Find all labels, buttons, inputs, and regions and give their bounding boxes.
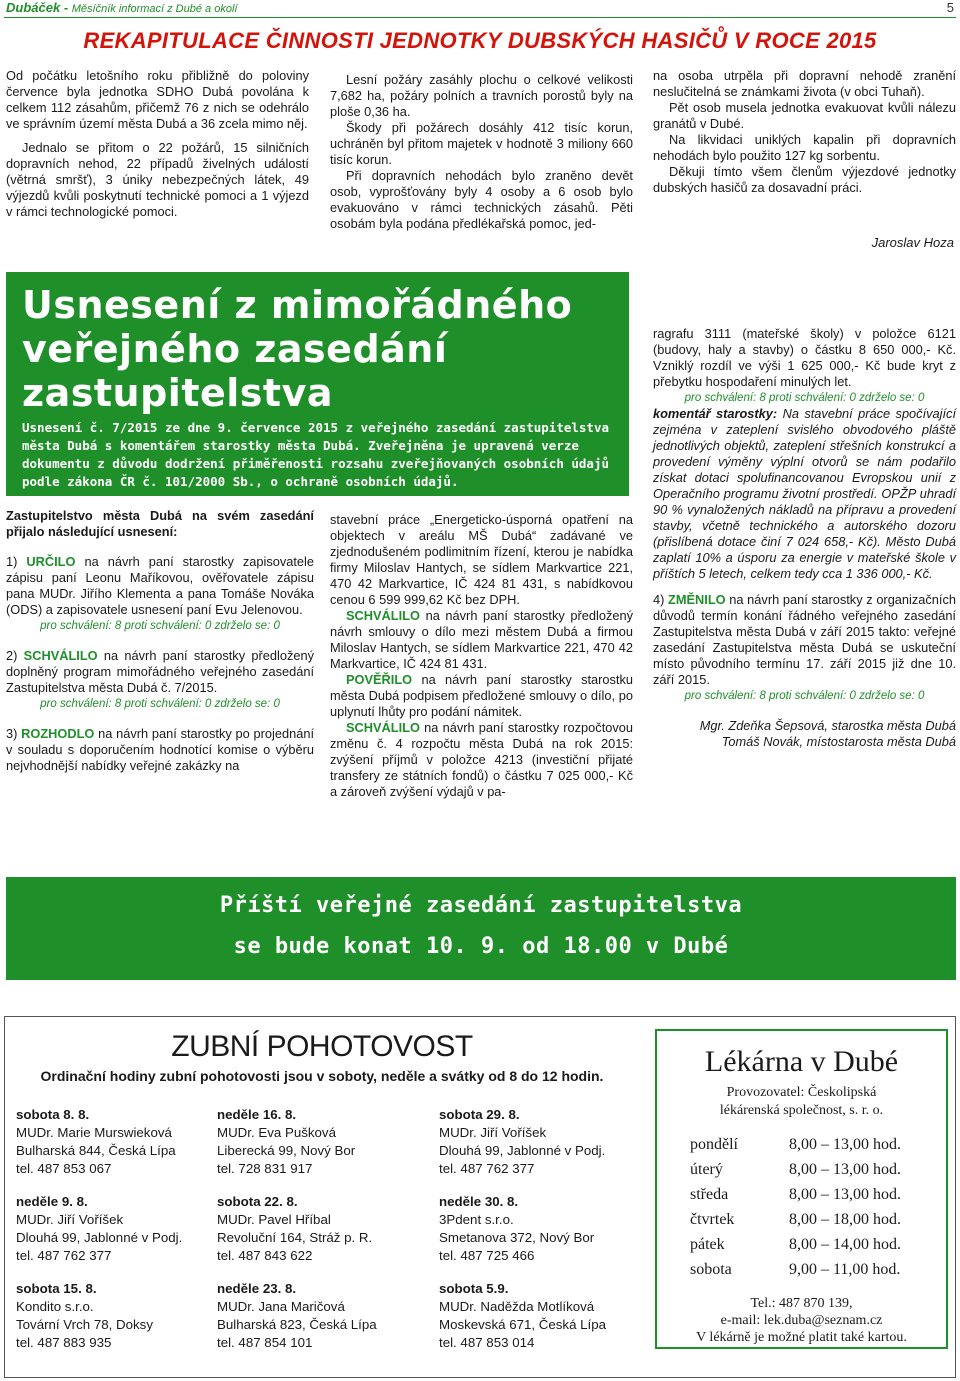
dental-entry xyxy=(16,1106,176,1178)
pharmacy-phone: Tel.: 487 870 139, xyxy=(750,1296,853,1311)
vote-result: pro schválení: 8 proti schválení: 0 zdrželo se: 0 xyxy=(684,690,925,702)
dental-title: ZUBNÍ POHOTOVOST xyxy=(171,1030,473,1063)
hours-time: 8,00 – 13,00 hod. xyxy=(789,1161,901,1178)
pharmacy-operator: Provozovatel: Českolipská xyxy=(726,1085,877,1100)
resolution-title-line: zastupitelstva xyxy=(22,371,333,415)
paragraph: SCHVÁLILO na návrh paní starostky předložený návrh smlouvy o dílo mezi městem Dubá a firmou Miloslav Hantych, se sídlem Markvartice 221, 470 42 Markvartice, IČ 424 81 431. xyxy=(330,608,633,671)
page-number: 5 xyxy=(946,0,954,15)
dental-subtitle: Ordinační hodiny zubní pohotovosti jsou v soboty, neděle a svátky od 8 do 12 hodin. xyxy=(40,1068,604,1084)
entry-address: Bulharská 844, Česká Lípa xyxy=(16,1143,176,1158)
hours-day: středa xyxy=(690,1186,729,1203)
entry-phone: tel. 487 843 622 xyxy=(217,1248,313,1263)
paragraph: SCHVÁLILO na návrh paní starostky rozpočtovou změnu č. 4 rozpočtu města Dubá na rok 2015: zvýšení příjmů v položce 4213 (investiční přijaté transfery ze státních fondů) o částku 7 025 000,- Kč a zároveň zvýšení výdajů v pa- xyxy=(330,720,633,799)
mayor-comment: komentář starostky: Na stavební práce spočívající zejména v zateplení svislého obvodového pláště jednotlivých objektů, zateplení střešních konstrukcí a provedení výměny výplní otvorů se nám podařilo získat dotaci spolufinancovanou Evropskou unií z Operačního programu životní prostředí. OPŽP uhradí 90 % vynaložených nákladů na přípravu a provedení stavby, včetně technického a autorského dozoru (přislíbená dotace činí 7 024 658,- Kč). Město Dubá zaplatí 10% a úsporu za energie v mateřské škole v příštích 5 letech, celkem tedy cca 1 336 000,- Kč. xyxy=(653,406,956,581)
hours-time: 8,00 – 14,00 hod. xyxy=(789,1236,901,1253)
paragraph: POVĚŘILO na návrh paní starostky starostku města Dubá podpisem předložené smlouvy o dílo, po uplynutí lhůty pro podání námitek. xyxy=(330,672,633,719)
entry-day: neděle 16. 8. xyxy=(217,1107,297,1122)
entry-doctor: MUDr. Jiří Voříšek xyxy=(16,1212,124,1227)
dental-entry xyxy=(217,1106,355,1178)
header-divider xyxy=(4,17,956,18)
publication-name: Dubáček xyxy=(6,0,61,15)
paragraph: ragrafu 3111 (mateřské školy) v položce 6121 (budovy, haly a stavby) o částku 8 650 000,- Kč. Vzniklý rozdíl ve výši 1 625 000,- Kč bude kryt z přebytku hospodaření minulých let. xyxy=(653,326,956,389)
article1-column-2 xyxy=(330,72,633,232)
entry-phone: tel. 487 853 067 xyxy=(16,1161,112,1176)
entry-day: sobota 22. 8. xyxy=(217,1194,298,1209)
entry-day: neděle 23. 8. xyxy=(217,1281,297,1296)
resolution-item-4: 4) ZMĚNILO na návrh paní starostky z organizačních důvodů termín konání řádného veřejného zasedání Zastupitelstva města Dubá v září 2015 takto: veřejné zasedání Zastupitelstva města Dubá se uskuteční místo původního termínu 17. září 2015 již dne 10. září 2015. xyxy=(653,592,956,687)
paragraph: Na likvidaci uniklých kapalin při dopravních nehodách bylo použito 127 kg sorbentu. xyxy=(653,132,956,163)
entry-day: neděle 30. 8. xyxy=(439,1194,519,1209)
article1-column-1 xyxy=(6,68,309,220)
signature-mayor: Mgr. Zdeňka Šepsová, starostka města Dubá xyxy=(699,718,956,733)
entry-doctor: MUDr. Jana Maričová xyxy=(217,1299,345,1314)
entry-address: Moskevská 671, Česká Lípa xyxy=(439,1317,607,1332)
entry-day: sobota 8. 8. xyxy=(16,1107,90,1122)
paragraph: Při dopravních nehodách bylo zraněno devět osob, vyprošťovány byly 4 osoby a 6 osob bylo evakuováno v rámci technických zásahů. Pěti osobám byla podána předlékařská pomoc, jed- xyxy=(330,168,633,231)
resolution-title-line: veřejného zasedání xyxy=(22,327,448,371)
dental-entry xyxy=(217,1193,372,1265)
dental-entry xyxy=(16,1280,153,1352)
entry-address: Dlouhá 99, Jablonné v Podj. xyxy=(439,1143,606,1158)
vote-result: pro schválení: 8 proti schválení: 0 zdrželo se: 0 xyxy=(684,392,925,404)
entry-day: neděle 9. 8. xyxy=(16,1194,88,1209)
entry-phone: tel. 487 853 014 xyxy=(439,1335,535,1350)
vote-result: pro schválení: 8 proti schválení: 0 zdrželo se: 0 xyxy=(40,620,280,632)
resolution-intro: Zastupitelstvo města Dubá na svém zasedání přijalo následující usnesení: xyxy=(6,508,314,539)
hours-day: pondělí xyxy=(690,1136,738,1153)
resolution-item-3: 3) ROZHODLO na návrh paní starostky po projednání v souladu s doporučením hodnotící komise o výběru nejvhodnější nabídky veřejné zakázky na xyxy=(6,726,315,773)
dental-entry xyxy=(217,1280,377,1352)
paragraph: na osoba utrpěla při dopravní nehodě zranění neslučitelná se známkami života (v obci Tuhaň). xyxy=(653,68,956,99)
entry-address: Liberecká 99, Nový Bor xyxy=(217,1143,356,1158)
dental-entry xyxy=(439,1280,606,1352)
entry-phone: tel. 487 854 101 xyxy=(217,1335,313,1350)
resolution-column-2 xyxy=(330,512,633,800)
hours-time: 8,00 – 13,00 hod. xyxy=(789,1136,901,1153)
entry-doctor: MUDr. Naděžda Motlíková xyxy=(439,1299,595,1314)
entry-doctor: Kondito s.r.o. xyxy=(16,1299,94,1314)
entry-address: Tovární Vrch 78, Doksy xyxy=(16,1317,153,1332)
pharmacy-operator: lékárenská společnost, s. r. o. xyxy=(719,1103,884,1118)
paragraph: Škody při požárech dosáhly 412 tisíc korun, uchráněn byl přitom majetek v hodnotě 3 miliony 660 tisíc korun. xyxy=(330,120,633,167)
entry-address: Dlouhá 99, Jablonné v Podj. xyxy=(16,1230,183,1245)
entry-doctor: MUDr. Jiří Voříšek xyxy=(439,1125,547,1140)
article1-column-3 xyxy=(653,68,956,196)
hours-time: 9,00 – 11,00 hod. xyxy=(789,1261,901,1278)
dental-entry xyxy=(439,1193,594,1265)
pharmacy-note: V lékárně je možné platit také kartou. xyxy=(696,1330,907,1345)
entry-address: Smetanova 372, Nový Bor xyxy=(439,1230,595,1245)
entry-day: sobota 15. 8. xyxy=(16,1281,97,1296)
signature-deputy: Tomáš Novák, místostarosta města Dubá xyxy=(721,734,956,749)
hours-day: úterý xyxy=(690,1161,723,1178)
pharmacy-email: e-mail: lek.duba@seznam.cz xyxy=(720,1313,883,1328)
entry-phone: tel. 487 725 466 xyxy=(439,1248,535,1263)
entry-doctor: MUDr. Pavel Hříbal xyxy=(217,1212,331,1227)
resolution-title-line: Usnesení z mimořádného xyxy=(22,283,573,327)
paragraph: Od počátku letošního roku přibližně do poloviny července byla jednotka SDHO Dubá povolána k celkem 112 zásahům, přičemž 76 z nich se odehrálo ve správním území města Dubá a 36 zcela mimo něj. xyxy=(6,68,309,131)
paragraph: Děkuji tímto všem členům výjezdové jednotky dubských hasičů za dosavadní práci. xyxy=(653,164,956,195)
dental-entry xyxy=(439,1106,605,1178)
resolution-note: Usnesení č. 7/2015 ze dne 9. července 2015 z veřejného zasedání zastupitelstva města Dubá s komentářem starostky města Dubá. Zveřejněna je upravená verze dokumentu z důvodu dodržení přiměřenosti rozsahu zveřejňovaných osobních údajů podle zákona ČR č. 101/2000 Sb., o ochraně osobních údajů. xyxy=(22,420,609,489)
pharmacy-title: Lékárna v Dubé xyxy=(704,1045,899,1078)
resolution-column-1 xyxy=(6,508,314,774)
resolution-item-2: 2) SCHVÁLILO na návrh paní starostky předložený doplněný program mimořádného veřejného zasedání Zastupitelstva města Dubá č. 7/2015. xyxy=(6,648,314,695)
announcement-line: se bude konat 10. 9. od 18.00 v Dubé xyxy=(233,934,729,959)
resolution-column-3 xyxy=(653,326,956,750)
paragraph: stavební práce „Energeticko-úsporná opatření na objektech v areálu MŠ Dubá“ zadávané ve zjednodušeném podlimitním řízení, kterou je nabídka firmy Miloslav Hantych, se sídlem Markvartice 221, 470 42 Markvartice, IČ 424 81 431, s nabídkovou cenou 6 599 999,62 Kč bez DPH. xyxy=(330,512,633,607)
paragraph: Pět osob musela jednotka evakuovat kvůli nálezu granátů v Dubé. xyxy=(653,100,956,131)
entry-day: sobota 5.9. xyxy=(439,1281,509,1296)
publication-subtitle: Měsíčník informací z Dubé a okolí xyxy=(71,3,238,15)
entry-doctor: 3Pdent s.r.o. xyxy=(439,1212,514,1227)
entry-phone: tel. 487 762 377 xyxy=(16,1248,112,1263)
paragraph: Jednalo se přitom o 22 požárů, 15 silničních dopravních nehod, 22 případů živelných událostí (větrná smršť), 3 úniky nebezpečných látek, 49 výjezdů kvůli poskytnutí technické pomoci a 1 výjezd v rámci technologické pomoci. xyxy=(6,140,309,219)
article-title: REKAPITULACE ČINNOSTI JEDNOTKY DUBSKÝCH HASIČŮ V ROCE 2015 xyxy=(83,28,877,53)
resolution-item-1: 1) URČILO na návrh paní starostky zapisovatele zápisu paní Leonu Maříkovou, ověřovatele zápisu pana MUDr. Jiřího Klementa a pana Tomáše Nováka (ODS) a zapisovatele usnesení paní Evu Jelenovou. xyxy=(6,554,314,617)
article1-signature: Jaroslav Hoza xyxy=(871,235,954,250)
entry-doctor: MUDr. Marie Murswieková xyxy=(16,1125,172,1140)
dental-entry xyxy=(16,1193,182,1265)
publication-header: Dubáček - Měsíčník informací z Dubé a okolí xyxy=(6,0,238,15)
hours-day: sobota xyxy=(690,1261,732,1278)
entry-phone: tel. 728 831 917 xyxy=(217,1161,313,1176)
entry-address: Bulharská 823, Česká Lípa xyxy=(217,1317,377,1332)
hours-day: pátek xyxy=(690,1236,725,1253)
entry-phone: tel. 487 883 935 xyxy=(16,1335,112,1350)
vote-result: pro schválení: 8 proti schválení: 0 zdrželo se: 0 xyxy=(40,698,280,710)
entry-day: sobota 29. 8. xyxy=(439,1107,520,1122)
hours-day: čtvrtek xyxy=(690,1211,735,1228)
entry-phone: tel. 487 762 377 xyxy=(439,1161,535,1176)
paragraph: Lesní požáry zasáhly plochu o celkové velikosti 7,682 ha, požáry polních a travních porostů byly na ploše 0,36 ha. xyxy=(330,72,633,119)
hours-time: 8,00 – 13,00 hod. xyxy=(789,1186,901,1203)
resolution-title xyxy=(22,283,612,415)
entry-doctor: MUDr. Eva Pušková xyxy=(217,1125,336,1140)
entry-address: Revoluční 164, Stráž p. R. xyxy=(217,1230,373,1245)
hours-time: 8,00 – 18,00 hod. xyxy=(789,1211,901,1228)
announcement-line: Příští veřejné zasedání zastupitelstva xyxy=(219,893,743,918)
